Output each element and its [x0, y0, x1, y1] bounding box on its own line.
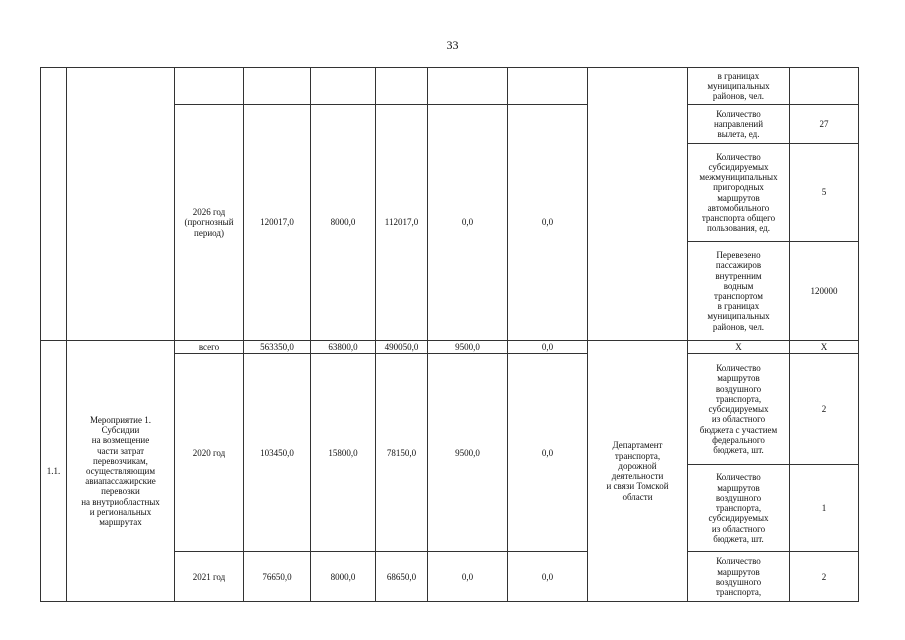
vneb-cell	[508, 68, 588, 105]
indicator-value-cell: 2	[790, 354, 859, 465]
mest-cell: 9500,0	[428, 341, 508, 354]
program-table	[40, 67, 859, 602]
page-number: 33	[446, 38, 459, 52]
indicator-value-cell: X	[790, 341, 859, 354]
executor-cell: Департамент транспорта, дорожной деятельности и связи Томской области	[588, 341, 688, 602]
indicator-value-cell: 27	[790, 105, 859, 144]
total-cell: 120017,0	[244, 105, 311, 341]
total-cell: 563350,0	[244, 341, 311, 354]
fed-cell: 8000,0	[311, 105, 376, 341]
obl-cell: 112017,0	[376, 105, 428, 341]
number-cell: 1.1.	[41, 341, 67, 602]
indicator-cell: Количество маршрутов воздушного транспорта, субсидируемых из областного бюджета с участием федерального бюджета, шт.	[688, 354, 790, 465]
indicator-value-cell: 2	[790, 552, 859, 602]
indicator-value-cell: 1	[790, 465, 859, 552]
vneb-cell: 0,0	[508, 341, 588, 354]
period-cell: 2026 год (прогнозный период)	[175, 105, 244, 341]
mest-cell: 9500,0	[428, 354, 508, 552]
indicator-value-cell: 5	[790, 144, 859, 242]
mest-cell: 0,0	[428, 552, 508, 602]
indicator-cell: Количество маршрутов воздушного транспорта,	[688, 552, 790, 602]
period-cell: 2020 год	[175, 354, 244, 552]
vneb-cell: 0,0	[508, 552, 588, 602]
vneb-cell: 0,0	[508, 105, 588, 341]
period-cell: всего	[175, 341, 244, 354]
fed-cell: 63800,0	[311, 341, 376, 354]
name-cell: Мероприятие 1. Субсидии на возмещение части затрат перевозчикам, осуществляющим авиапассажирские перевозки на внутриобластных и региональных маршрутах	[67, 341, 175, 602]
fed-cell	[311, 68, 376, 105]
total-cell: 76650,0	[244, 552, 311, 602]
obl-cell	[376, 68, 428, 105]
table-row	[41, 341, 859, 354]
total-cell: 103450,0	[244, 354, 311, 552]
period-cell	[175, 68, 244, 105]
period-cell: 2021 год	[175, 552, 244, 602]
indicator-value-cell: 120000	[790, 242, 859, 341]
indicator-value-cell	[790, 68, 859, 105]
vneb-cell: 0,0	[508, 354, 588, 552]
obl-cell: 490050,0	[376, 341, 428, 354]
mest-cell: 0,0	[428, 105, 508, 341]
indicator-cell: Количество маршрутов воздушного транспорта, субсидируемых из областного бюджета, шт.	[688, 465, 790, 552]
indicator-cell: Количество направлений вылета, ед.	[688, 105, 790, 144]
executor-cell	[588, 68, 688, 341]
obl-cell: 68650,0	[376, 552, 428, 602]
table-row	[41, 68, 859, 105]
mest-cell	[428, 68, 508, 105]
name-cell	[67, 68, 175, 341]
obl-cell: 78150,0	[376, 354, 428, 552]
indicator-cell: Количество субсидируемых межмуниципальных пригородных маршрутов автомобильного транспорта общего пользования, ед.	[688, 144, 790, 242]
fed-cell: 15800,0	[311, 354, 376, 552]
number-cell	[41, 68, 67, 341]
indicator-cell: X	[688, 341, 790, 354]
fed-cell: 8000,0	[311, 552, 376, 602]
total-cell	[244, 68, 311, 105]
indicator-cell: Перевезено пассажиров внутренним водным транспортом в границах муниципальных районов, чел.	[688, 242, 790, 341]
indicator-cell: в границах муниципальных районов, чел.	[688, 68, 790, 105]
